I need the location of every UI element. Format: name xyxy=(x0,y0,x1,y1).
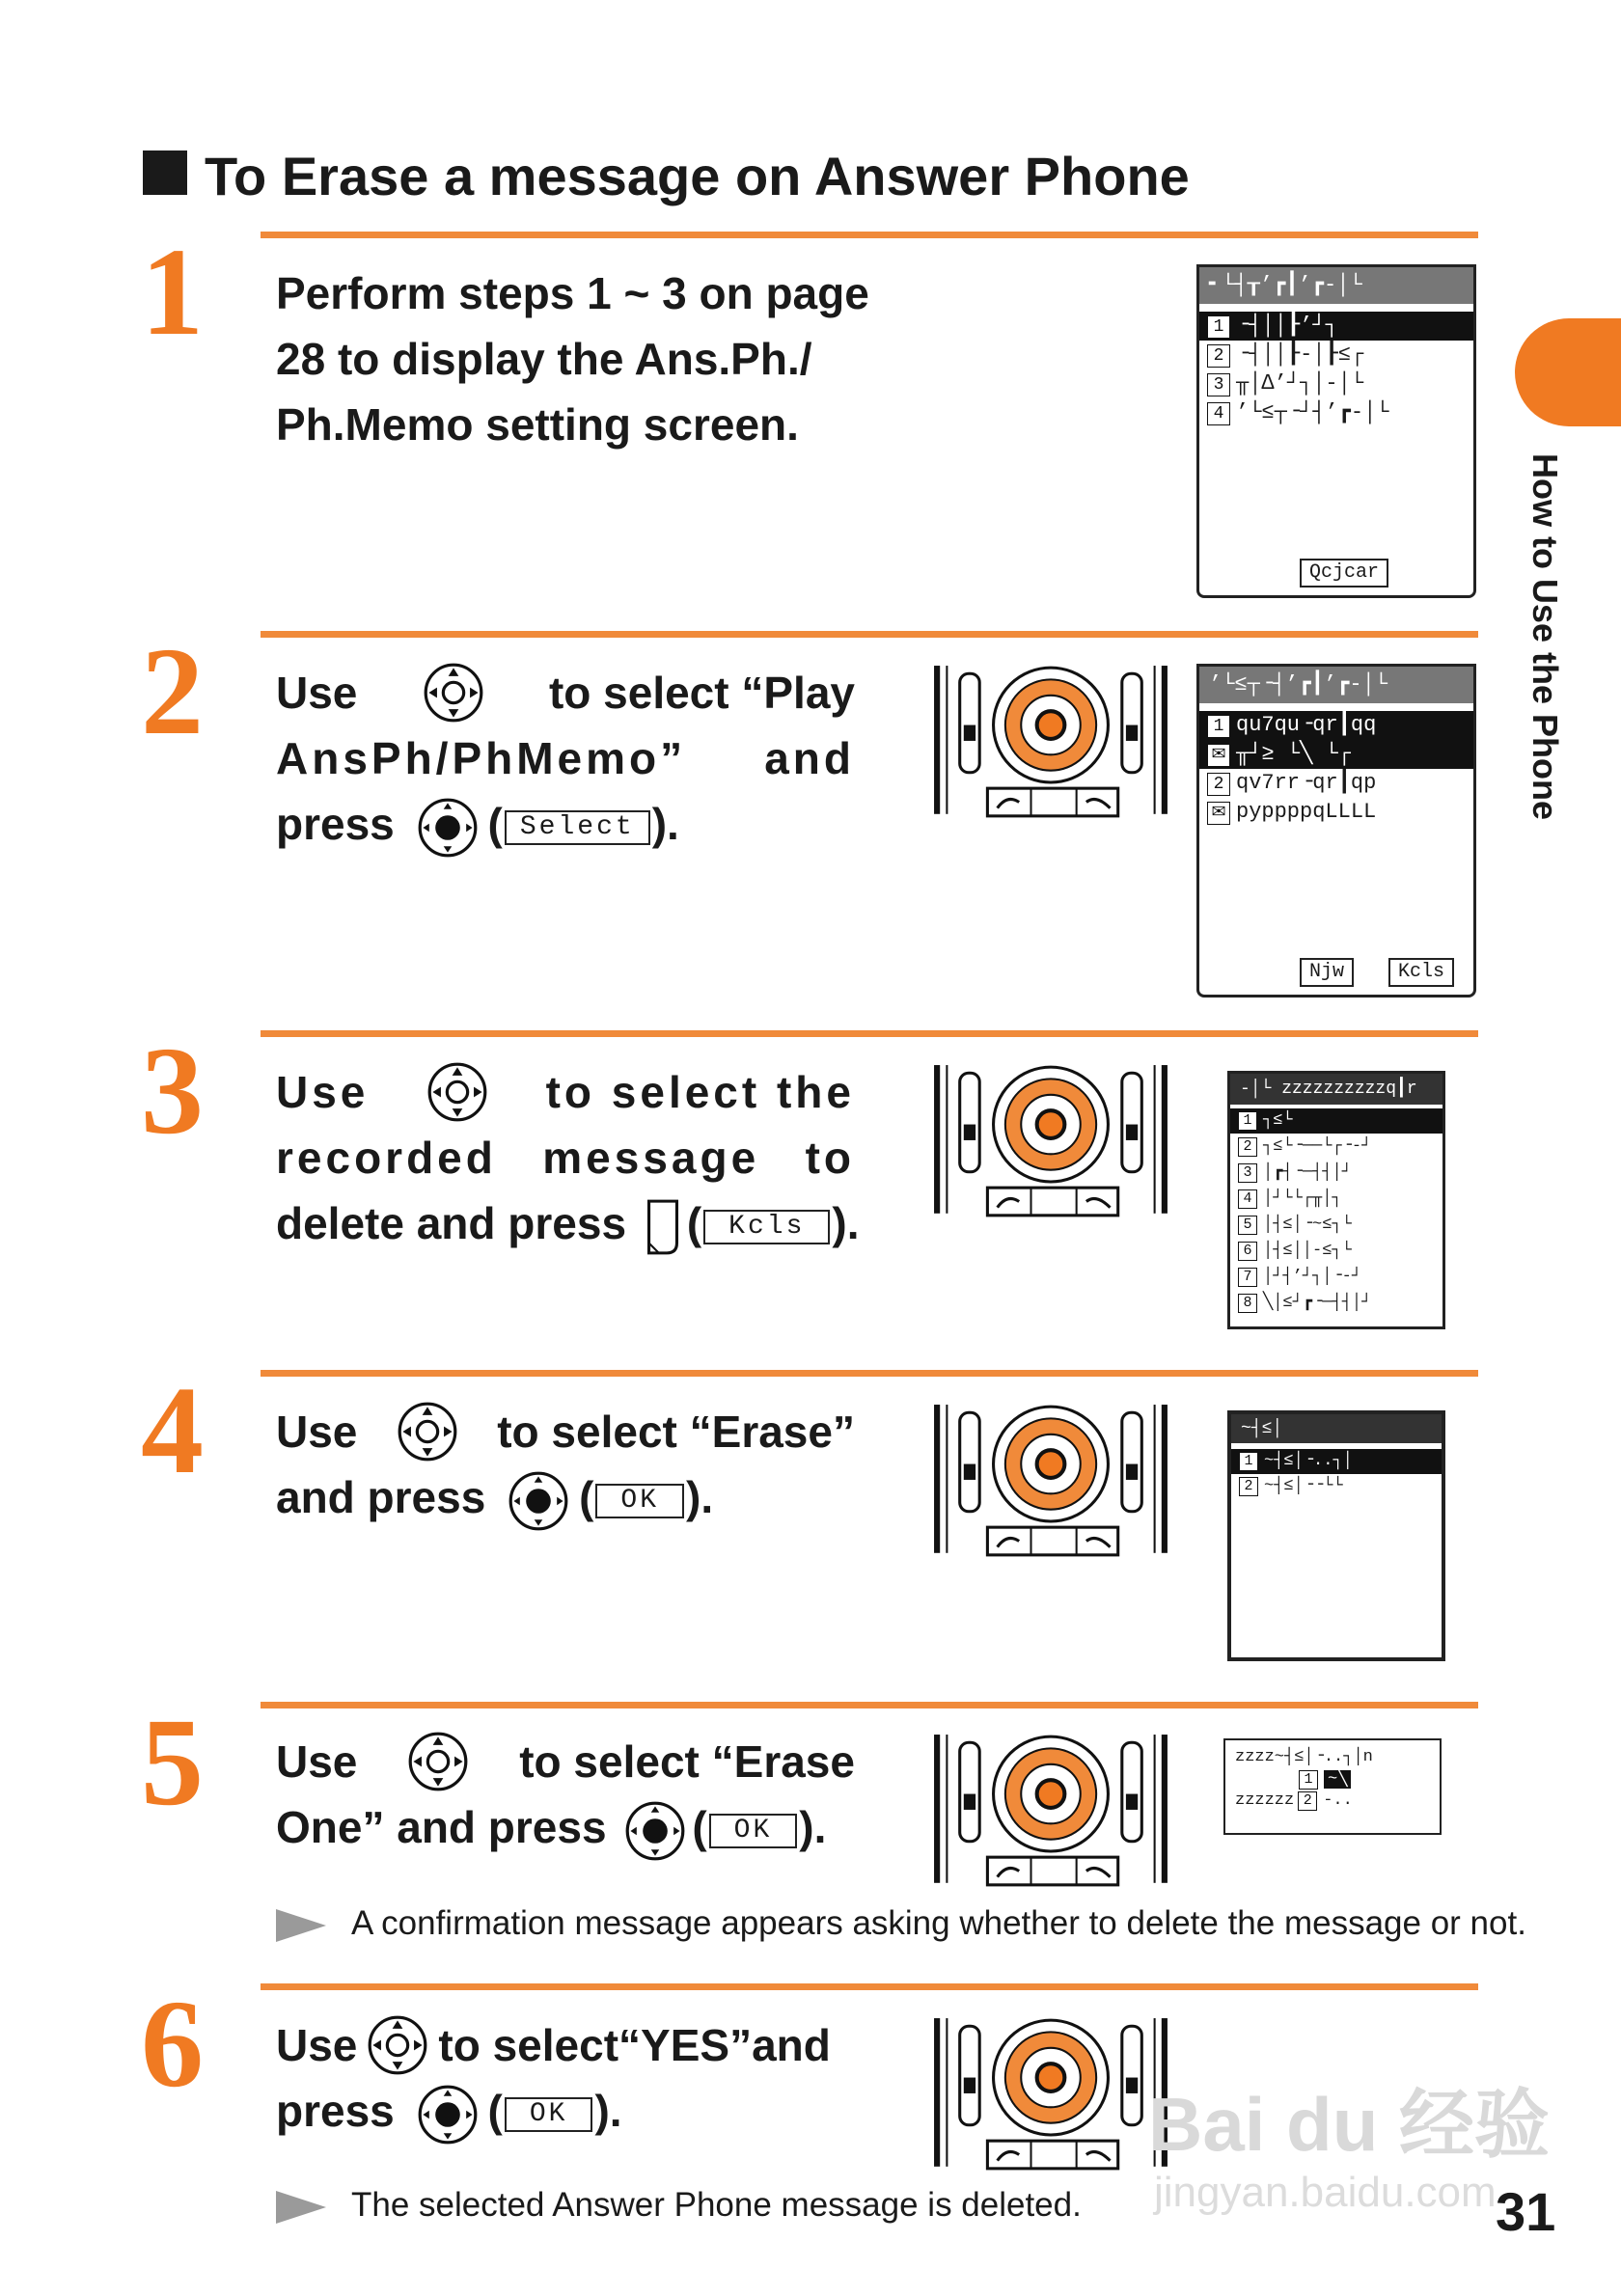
step-2-number: 2 xyxy=(141,622,204,761)
step-2-select-text: to select “Play xyxy=(548,668,855,718)
step-4-number: 4 xyxy=(141,1361,204,1500)
navigation-key-icon xyxy=(423,662,484,724)
navigation-key-icon xyxy=(367,2014,428,2076)
step-6-text: Use to select“YES”and press ( OK ). xyxy=(276,2012,855,2146)
step-6-number: 6 xyxy=(141,1975,204,2114)
watermark-url: jingyan.baidu.com xyxy=(1154,2169,1497,2216)
step-3-screen: -│└ zzzzzzzzzzq┃r 1 ┐≤└ 2 ┐≤└╶──└┌╶-┘ 3 │┏┤╶─┤┤│┘ 4 │┘└└┌╥│┐ 5 │┤≤│╶~≤┐└ 6 │┤≤││-≤┐└ 7 │┘┤’┘┐│╶-┘ 8 ╲│≤┘┏╶─┤┤│┘ xyxy=(1227,1071,1445,1329)
step-4-select-text: to select “Erase” xyxy=(497,1407,855,1457)
center-select-key-icon xyxy=(417,797,479,859)
step-6-press: press xyxy=(276,2086,395,2136)
screen-option: ~╲ xyxy=(1324,1770,1351,1789)
screen-row: ~┤≤│╶╶└└ xyxy=(1264,1477,1343,1495)
step-6-note xyxy=(276,2186,1082,2225)
step-4-use: Use xyxy=(276,1407,358,1457)
screen-option: -.. xyxy=(1323,1791,1353,1810)
step-5-select-text: to select “Erase xyxy=(519,1736,855,1787)
side-tab xyxy=(1515,318,1621,426)
step-2-press: press xyxy=(276,799,395,849)
screen-row: │┤≤││-≤┐└ xyxy=(1263,1242,1352,1260)
soft-key-label: Qcjcar xyxy=(1300,559,1388,588)
screen-header: ╸└┤┰’┏┃’┏-│└ xyxy=(1199,267,1473,304)
phone-keypad-illustration xyxy=(932,2016,1169,2174)
step-5-number: 5 xyxy=(141,1693,204,1832)
step-1-divider xyxy=(261,232,1478,238)
center-select-key-icon xyxy=(508,1470,569,1532)
step-3-text: Use to select the recorded message to delete and press ( Kcls ). xyxy=(276,1059,855,1257)
screen-row: qu7qu╶qr┃qq xyxy=(1236,713,1377,737)
ok-softkey-label: OK xyxy=(595,1484,684,1518)
screen-row: pyppppqLLLL xyxy=(1236,800,1377,824)
screen-header: ’└≤┬╶┤’┏┃’┏-│└ xyxy=(1199,667,1473,703)
screen-line: zzzz~┤≤│╶..┐│n xyxy=(1235,1748,1373,1766)
step-4-text: Use to select “Erase” and press ( OK ). xyxy=(276,1399,855,1532)
phone-keypad-illustration xyxy=(932,1733,1169,1891)
screen-header: -│└ zzzzzzzzzzq┃r xyxy=(1230,1074,1442,1105)
watermark-logo: Bai du 经验 xyxy=(1148,2082,1551,2167)
step-2-use: Use xyxy=(276,668,358,718)
step-3-divider xyxy=(261,1030,1478,1037)
select-softkey-label: Select xyxy=(505,810,650,845)
step-6-use: Use xyxy=(276,2020,358,2070)
screen-header: ~┤≤│ xyxy=(1231,1414,1442,1443)
step-5-screen: zzzz~┤≤│╶..┐│n 1 ~╲ zzzzzz 2 -.. xyxy=(1223,1738,1442,1835)
soft-key-label: Njw xyxy=(1300,958,1354,987)
screen-row: ┐≤└╶──└┌╶-┘ xyxy=(1263,1137,1372,1156)
screen-row: │┏┤╶─┤┤│┘ xyxy=(1263,1163,1352,1182)
step-1-text xyxy=(276,260,874,457)
step-5-note xyxy=(276,1904,1526,1943)
ok-softkey-label: OK xyxy=(709,1814,798,1848)
step-1-line-1: Perform steps 1 ~ 3 on page xyxy=(276,268,869,318)
screen-row: qv7rr╶qr┃qp xyxy=(1236,771,1377,795)
step-5-note-text: A confirmation message appears asking whether to delete the message or not. xyxy=(351,1904,1526,1942)
step-1-line-2: 28 to display the Ans.Ph./ xyxy=(276,334,812,384)
screen-row: │┤≤│╶~≤┐└ xyxy=(1263,1216,1352,1234)
navigation-key-icon xyxy=(426,1061,488,1123)
screen-row: ’└≤┬╶┘┤’┏-│└ xyxy=(1236,400,1389,424)
screen-row: ╥│∆’┘┐│-│└ xyxy=(1236,371,1364,396)
screen-row: │┘└└┌╥│┐ xyxy=(1263,1189,1342,1208)
note-arrow-icon xyxy=(276,1909,326,1942)
step-6-note-text: The selected Answer Phone message is deleted. xyxy=(351,2186,1082,2224)
phone-keypad-illustration xyxy=(932,1063,1169,1221)
step-4-press: and press xyxy=(276,1472,486,1522)
step-1-number: 1 xyxy=(141,223,204,362)
step-3-press: delete and press xyxy=(276,1198,627,1248)
screen-row: ╶┤││┠’┘┐ xyxy=(1236,314,1338,338)
step-3-use: Use xyxy=(276,1067,370,1117)
page-title: To Erase a message on Answer Phone xyxy=(205,146,1190,206)
step-6-select-text: to select“YES”and xyxy=(438,2020,831,2070)
screen-row: ╥┘≥ └╲ └┌ xyxy=(1236,742,1351,766)
step-3-line-2: recorded message to xyxy=(276,1133,855,1183)
step-2-divider xyxy=(261,631,1478,638)
screen-row: ~┤≤│╶..┐│ xyxy=(1264,1452,1353,1470)
step-3-number: 3 xyxy=(141,1022,204,1161)
soft-key-label: Kcls xyxy=(1388,958,1454,987)
screen-row: ╲│≤┘┏╶─┤┤│┘ xyxy=(1263,1294,1372,1312)
ok-softkey-label: OK xyxy=(505,2097,593,2132)
navigation-key-icon xyxy=(397,1401,458,1462)
step-4-divider xyxy=(261,1370,1478,1377)
step-4-screen: ~┤≤│ 1 ~┤≤│╶..┐│ 2 ~┤≤│╶╶└└ xyxy=(1227,1410,1445,1661)
soft-key-icon xyxy=(645,1197,681,1257)
step-5-text: Use to select “Erase One” and press ( OK ). xyxy=(276,1729,855,1862)
screen-row: ╶┤││┠-│┠≤┌ xyxy=(1236,342,1364,367)
center-select-key-icon xyxy=(624,1800,686,1862)
phone-keypad-illustration xyxy=(932,1403,1169,1561)
center-select-key-icon xyxy=(417,2084,479,2146)
side-label: How to Use the Phone xyxy=(1525,453,1565,821)
step-5-use: Use xyxy=(276,1736,358,1787)
step-2-screen: ’└≤┬╶┤’┏┃’┏-│└ 1 qu7qu╶qr┃qq ✉ ╥┘≥ └╲ └┌ 2 qv7rr╶qr┃qp ✉ pyppppqLLLL Njw Kcls xyxy=(1196,664,1476,998)
step-2-line-2: AnsPh/PhMemo” and xyxy=(276,733,855,783)
step-5-divider xyxy=(261,1702,1478,1708)
step-5-press: One” and press xyxy=(276,1802,607,1852)
screen-row: │┘┤’┘┐│╶-┘ xyxy=(1263,1268,1362,1286)
phone-keypad-illustration xyxy=(932,664,1169,822)
kcls-softkey-label: Kcls xyxy=(703,1210,830,1244)
step-6-divider xyxy=(261,1983,1478,1990)
navigation-key-icon xyxy=(407,1731,469,1792)
screen-row: ┐≤└ xyxy=(1263,1111,1293,1130)
step-3-select-text: to select the xyxy=(545,1067,855,1117)
step-2-text: Use to select “Play AnsPh/PhMemo” and press ( Select ). xyxy=(276,660,855,859)
screen-line: zzzzzz xyxy=(1235,1791,1295,1810)
note-arrow-icon xyxy=(276,2191,326,2224)
page-number: 31 xyxy=(1496,2181,1556,2242)
step-1-screen: ╸└┤┰’┏┃’┏-│└ 1 ╶┤││┠’┘┐ 2 ╶┤││┠-│┠≤┌ 3 ╥│∆’┘┐│-│└ 4 ’└≤┬╶┘┤’┏-│└ Qcjcar xyxy=(1196,264,1476,598)
step-1-line-3: Ph.Memo setting screen. xyxy=(276,399,799,450)
